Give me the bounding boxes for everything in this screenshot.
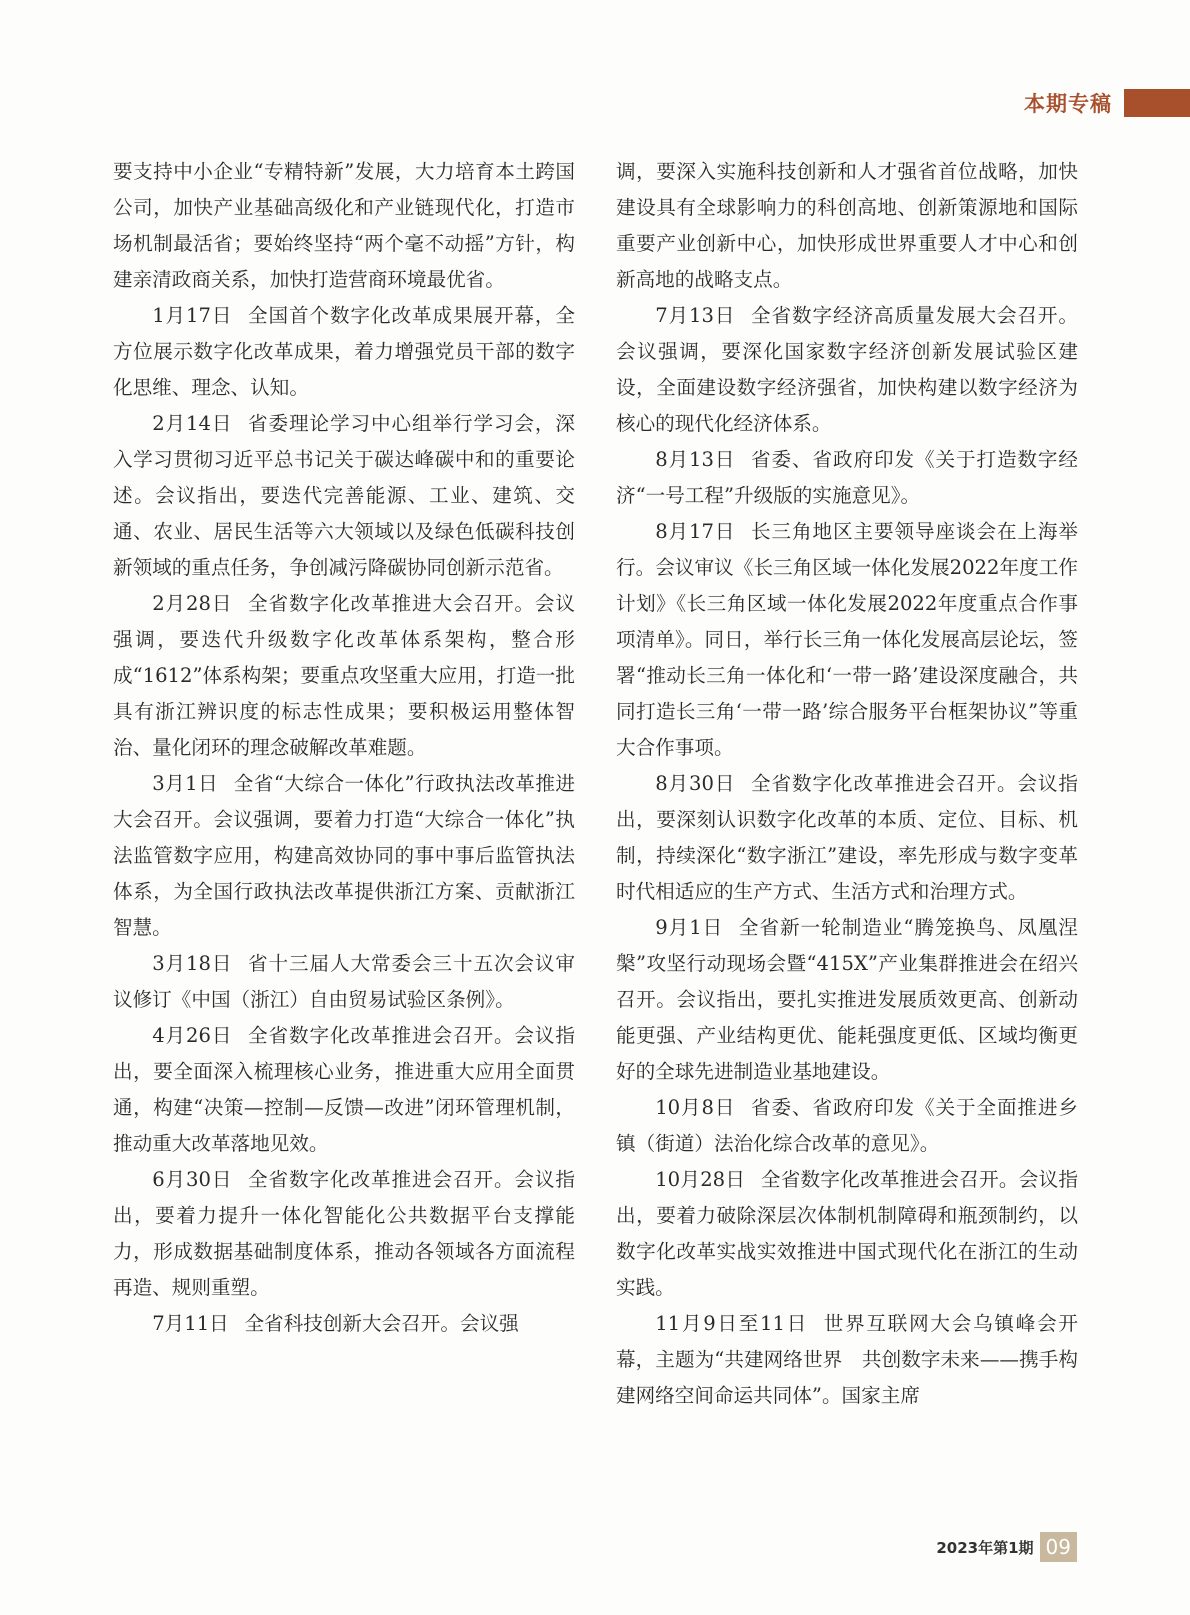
event-date: 10月8日 <box>655 1096 736 1119</box>
paragraph: 11月9日至11日 世界互联网大会乌镇峰会开幕，主题为“共建网络世界 共创数字未来——携手构建网络空间命运共同体”。国家主席 <box>616 1312 1079 1407</box>
paragraph: 9月1日 全省新一轮制造业“腾笼换鸟、凤凰涅槃”攻坚行动现场会暨“415X”产业集群推进会在绍兴召开。会议指出，要扎实推进发展质效更高、创新动能更强、产业结构更优、能耗强度更低、区域均衡更好的全球先进制造业基地建设。 <box>616 916 1078 1083</box>
event-date: 3月1日 <box>152 772 219 795</box>
event-date: 3月18日 <box>152 952 233 975</box>
paragraph: 10月28日 全省数字化改革推进会召开。会议指出，要着力破除深层次体制机制障碍和瓶颈制约，以数字化改革实战实效推进中国式现代化在浙江的生动实践。 <box>616 1168 1079 1299</box>
paragraph: 调，要深入实施科技创新和人才强省首位战略，加快建设具有全球影响力的科创高地、创新策源地和国际重要产业创新中心，加快形成世界重要人才中心和创新高地的战略支点。 <box>616 160 1078 291</box>
event-date: 9月1日 <box>655 916 724 939</box>
paragraph: 3月18日 省十三届人大常委会三十五次会议审议修订《中国（浙江）自由贸易试验区条例》。 <box>113 952 576 1011</box>
event-date: 8月30日 <box>655 772 736 795</box>
paragraph: 2月28日 全省数字化改革推进大会召开。会议强调，要迭代升级数字化改革体系架构，整合形成“1612”体系构架；要重点攻坚重大应用，打造一批具有浙江辨识度的标志性成果；要积极运用整体智治、量化闭环的理念破解改革难题。 <box>113 592 576 759</box>
paragraph: 2月14日 省委理论学习中心组举行学习会，深入学习贯彻习近平总书记关于碳达峰碳中和的重要论述。会议指出，要迭代完善能源、工业、建筑、交通、农业、居民生活等六大领域以及绿色低碳科技创新领域的重点任务，争创减污降碳协同创新示范省。 <box>113 412 576 579</box>
event-date: 8月17日 <box>655 520 736 543</box>
event-date: 2月28日 <box>152 592 233 615</box>
event-date: 7月11日 <box>152 1312 229 1335</box>
paragraph: 要支持中小企业“专精特新”发展，大力培育本土跨国公司，加快产业基础高级化和产业链现代化，打造市场机制最活省；要始终坚持“两个毫不动摇”方针，构建亲清政商关系，加快打造营商环境最优省。 <box>113 160 575 291</box>
event-date: 8月13日 <box>655 448 736 471</box>
left-column <box>113 154 575 1342</box>
section-header <box>1024 88 1190 118</box>
paragraph: 10月8日 省委、省政府印发《关于全面推进乡镇（街道）法治化综合改革的意见》。 <box>616 1096 1079 1155</box>
event-date: 1月17日 <box>152 304 233 327</box>
page-number: 09 <box>1040 1532 1077 1562</box>
paragraph: 8月30日 全省数字化改革推进会召开。会议指出，要深刻认识数字化改革的本质、定位、目标、机制，持续深化“数字浙江”建设，率先形成与数字变革时代相适应的生产方式、生活方式和治理方式。 <box>616 772 1079 903</box>
paragraph: 4月26日 全省数字化改革推进会召开。会议指出，要全面深入梳理核心业务，推进重大应用全面贯通，构建“决策—控制—反馈—改进”闭环管理机制，推动重大改革落地见效。 <box>113 1024 576 1155</box>
paragraph: 7月11日 全省科技创新大会召开。会议强 <box>152 1312 519 1335</box>
paragraph: 1月17日 全国首个数字化改革成果展开幕，全方位展示数字化改革成果，着力增强党员干部的数字化思维、理念、认知。 <box>113 304 576 399</box>
paragraph: 8月17日 长三角地区主要领导座谈会在上海举行。会议审议《长三角区域一体化发展2022年度工作计划》《长三角区域一体化发展2022年度重点合作事项清单》。同日，举行长三角一体化发展高层论坛，签署“推动长三角一体化和‘一带一路’建设深度融合，共同打造长三角‘一带一路’综合服务平台框架协议”等重大合作事项。 <box>616 520 1079 759</box>
paragraph: 8月13日 省委、省政府印发《关于打造数字经济“一号工程”升级版的实施意见》。 <box>616 448 1079 507</box>
event-date: 6月30日 <box>152 1168 233 1191</box>
paragraph: 6月30日 全省数字化改革推进会召开。会议指出，要着力提升一体化智能化公共数据平台支撑能力，形成数据基础制度体系，推动各领域各方面流程再造、规则重塑。 <box>113 1168 576 1299</box>
paragraph: 3月1日 全省“大综合一体化”行政执法改革推进大会召开。会议强调，要着力打造“大综合一体化”执法监管数字应用，构建高效协同的事中事后监管执法体系，为全国行政执法改革提供浙江方案、贡献浙江智慧。 <box>113 772 575 939</box>
event-date: 10月28日 <box>655 1168 746 1191</box>
event-date: 2月14日 <box>152 412 233 435</box>
event-date: 7月13日 <box>655 304 736 327</box>
event-date: 4月26日 <box>152 1024 233 1047</box>
page-footer <box>936 1532 1077 1562</box>
section-color-bar <box>1124 89 1190 117</box>
paragraph: 7月13日 全省数字经济高质量发展大会召开。会议强调，要深化国家数字经济创新发展试验区建设，全面建设数字经济强省，加快构建以数字经济为核心的现代化经济体系。 <box>616 304 1079 435</box>
issue-label: 2023年第1期 <box>936 1538 1034 1557</box>
event-date: 11月9日至11日 <box>655 1312 809 1335</box>
right-column <box>616 154 1078 1414</box>
section-label: 本期专稿 <box>1024 92 1112 116</box>
